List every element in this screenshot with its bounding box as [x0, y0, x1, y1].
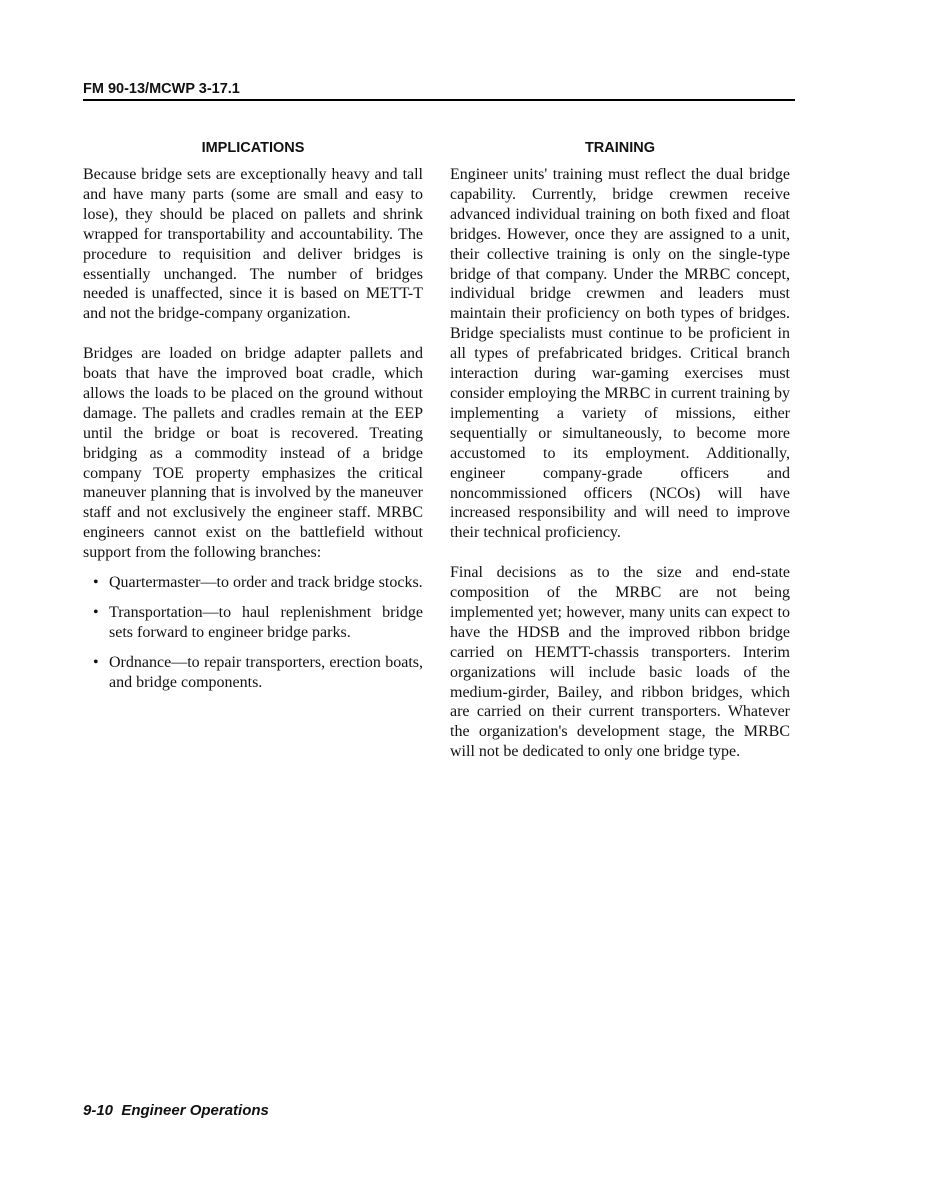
running-head: FM 90-13/MCWP 3-17.1 — [83, 80, 795, 101]
paragraph: Bridges are loaded on bridge adapter pallets and boats that have the improved boat cradle, which allows the loads to be placed on the ground without damage. The pallets and cradles remain at the EEP until the bridge or boat is recovered. Treating bridging as a commodity instead of a bridge company TOE property emphasizes the critical maneuver planning that is involved by the maneuver staff and not exclusively the engineer staff. MRBC engineers cannot exist on the battlefield without support from the following branches: — [83, 345, 423, 562]
list-item — [83, 653, 423, 693]
bullet-icon: • — [93, 574, 99, 591]
paragraph: Final decisions as to the size and end-state composition of the MRBC are not being implemented yet; however, many units can expect to have the HDSB and the improved ribbon bridge carried on HEMTT-chassis transporters. Interim organizations will include basic loads of the medium-girder, Bailey, and ribbon bridges, which are carried on their current transporters. Whatever the organization's development stage, the MRBC will not be dedicated to only one bridge type. — [450, 564, 790, 761]
section-heading-training: TRAINING — [584, 140, 656, 156]
support-branches-list — [83, 573, 423, 693]
section-heading-implications: IMPLICATIONS — [201, 140, 305, 156]
running-foot: 9-10 Engineer Operations — [83, 1102, 269, 1119]
list-item-text: Quartermaster—to order and track bridge stocks. — [109, 574, 423, 591]
paragraph: Because bridge sets are exceptionally heavy and tall and have many parts (some are small and easy to lose), they should be placed on pallets and shrink wrapped for transportability and accountability. The procedure to requisition and deliver bridges is essentially unchanged. The number of bridges needed is unaffected, since it is based on METT-T and not the bridge-company organization. — [83, 166, 423, 323]
paragraph: Engineer units' training must reflect the dual bridge capability. Currently, bridge crewmen receive advanced individual training on both fixed and float bridges. However, once they are assigned to a unit, their collective training is only on the single-type bridge of that company. Under the MRBC concept, individual bridge crewmen and leaders must maintain their proficiency on both types of bridges. Bridge specialists must continue to be proficient in all types of prefabricated bridges. Critical branch interaction during war-gaming exercises must consider employing the MRBC in current training by implementing a variety of missions, either sequentially or simultaneously, to become more accustomed to its employment. Additionally, engineer company-grade officers and noncommissioned officers (NCOs) will have increased responsibility and will need to improve their technical proficiency. — [450, 166, 790, 542]
right-column — [450, 139, 790, 782]
bullet-icon: • — [93, 603, 99, 621]
left-column — [83, 139, 423, 703]
list-item-text: Ordnance—to repair transporters, erection boats, and bridge components. — [109, 653, 423, 691]
list-item-text: Transportation—to haul replenishment bridge sets forward to engineer bridge parks. — [109, 603, 423, 641]
list-item — [83, 603, 423, 643]
list-item — [83, 573, 423, 593]
bullet-icon: • — [93, 653, 99, 671]
